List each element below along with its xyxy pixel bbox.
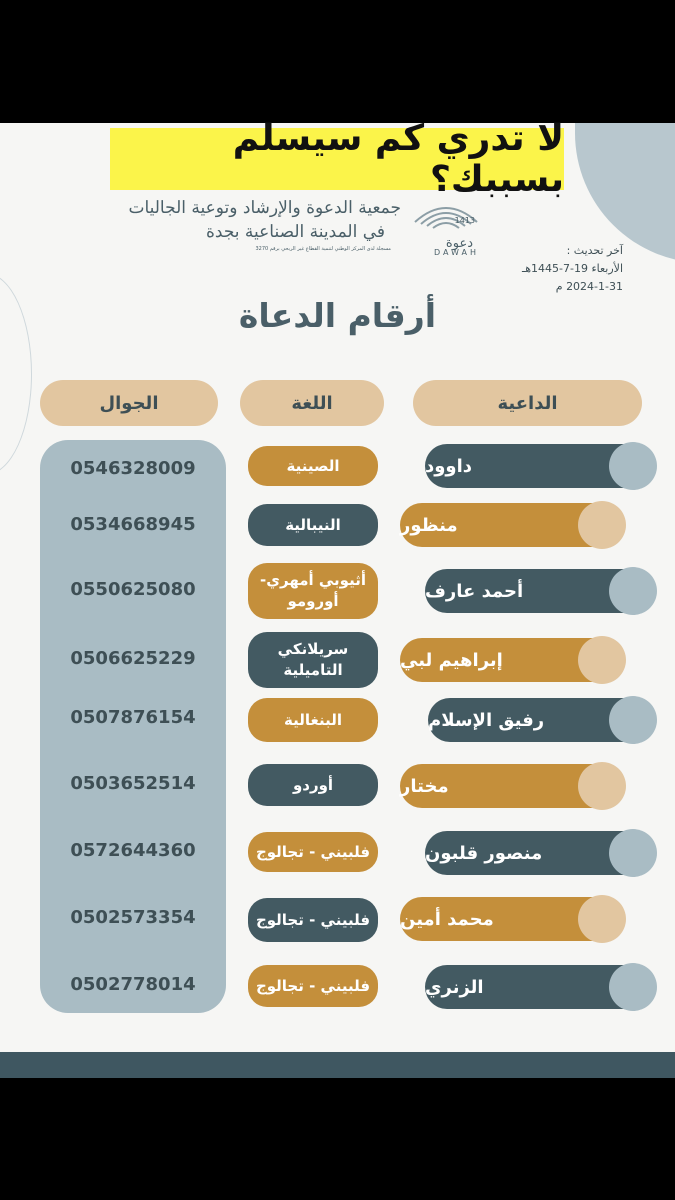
logo-year: 1413 [454, 216, 475, 225]
language-badge-5: البنغالية [248, 698, 378, 742]
logo-emblem-latin: DAWAH [433, 248, 479, 257]
preacher-row-3 [425, 569, 653, 613]
language-badge-7: فلبيني - تجالوج [248, 832, 378, 872]
header-mobile: الجوال [40, 380, 218, 426]
row-circle-decoration [578, 895, 626, 943]
row-circle-decoration [609, 442, 657, 490]
mobile-number-1[interactable]: 0546328009 [70, 458, 196, 479]
preacher-row-5 [428, 698, 653, 742]
language-badge-4: سريلانكي التاميلية [248, 632, 378, 688]
language-badge-3: أثيوبي أمهري- أورومو [248, 563, 378, 619]
preacher-row-4 [400, 638, 622, 682]
row-circle-decoration [609, 963, 657, 1011]
mobile-number-2[interactable]: 0534668945 [70, 514, 196, 535]
last-update-info [522, 242, 623, 296]
preacher-name: منظور [400, 514, 458, 536]
preacher-name: محمد أمين [400, 908, 494, 930]
row-circle-decoration [578, 636, 626, 684]
row-circle-decoration [578, 501, 626, 549]
row-circle-decoration [609, 696, 657, 744]
row-circle-decoration [578, 762, 626, 810]
preacher-row-8 [400, 897, 622, 941]
mobile-number-5[interactable]: 0507876154 [70, 707, 196, 728]
language-badge-9: فلبيني - تجالوج [248, 965, 378, 1007]
mobile-number-4[interactable]: 0506625229 [70, 648, 196, 669]
logo-emblem-text: دعوة [445, 236, 473, 251]
org-name-line2: في المدينة الصناعية بجدة [205, 222, 385, 242]
mobile-number-3[interactable]: 0550625080 [70, 579, 196, 600]
preacher-name: منصور قلبون [425, 842, 543, 864]
banner-text: لا تدري كم سيسلم بسببك؟ [232, 118, 564, 200]
mobile-number-8[interactable]: 0502573354 [70, 907, 196, 928]
mobile-number-7[interactable]: 0572644360 [70, 840, 196, 861]
header-preacher: الداعية [413, 380, 642, 426]
update-gregorian-date: 2024-1-31 م [555, 280, 623, 293]
preacher-row-1 [425, 444, 653, 488]
header-language: اللغة [240, 380, 384, 426]
preacher-row-7 [425, 831, 653, 875]
preacher-name: أحمد عارف [425, 580, 524, 602]
preacher-name: مختار [400, 775, 449, 797]
language-badge-6: أوردو [248, 764, 378, 806]
page-title: أرقام الدعاة [238, 296, 437, 335]
preacher-row-2 [400, 503, 622, 547]
row-circle-decoration [609, 567, 657, 615]
row-circle-decoration [609, 829, 657, 877]
language-badge-2: النيبالية [248, 504, 378, 546]
update-label: آخر تحديث : [566, 244, 623, 257]
overlay-caption-banner [110, 118, 564, 200]
preacher-name: داوود [425, 455, 473, 477]
preacher-name: إبراهيم لبي [400, 649, 503, 671]
preacher-name: الزنري [425, 976, 484, 998]
org-registration: مسجلة لدى المركز الوطني لتنمية القطاع غير الربحي برقم 3270 [255, 246, 391, 252]
preacher-row-9 [425, 965, 653, 1009]
org-name-line1: جمعية الدعوة والإرشاد وتوعية الجاليات [128, 198, 401, 218]
mobile-number-9[interactable]: 0502778014 [70, 974, 196, 995]
language-badge-1: الصينية [248, 446, 378, 486]
preacher-name: رفيق الإسلام [428, 709, 545, 731]
footer-bar [0, 1052, 675, 1078]
language-badge-8: فلبيني - تجالوج [248, 898, 378, 942]
organization-logo [128, 192, 485, 262]
mobile-number-6[interactable]: 0503652514 [70, 773, 196, 794]
preacher-row-6 [400, 764, 622, 808]
update-hijri-date: الأربعاء 19-7-1445هـ [521, 262, 623, 275]
